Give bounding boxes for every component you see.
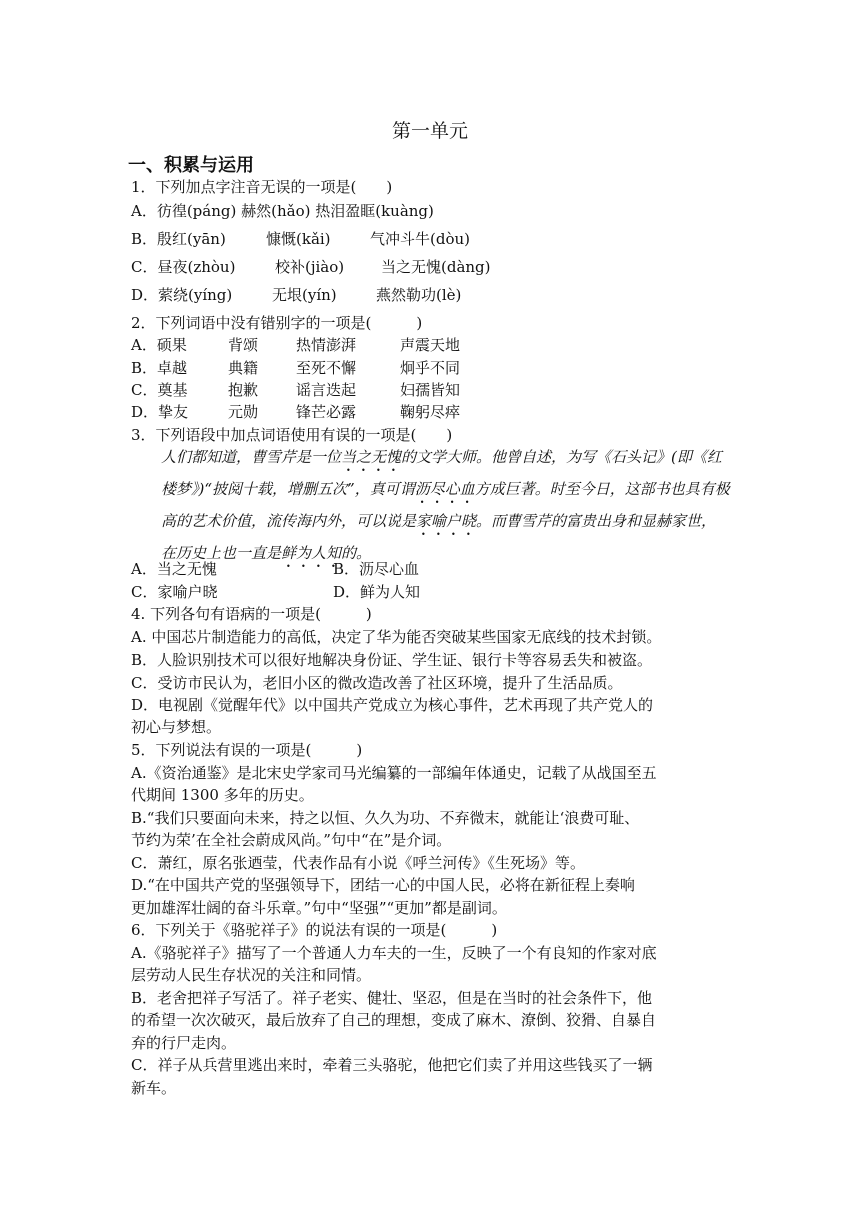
q4-option-a: A. 中国芯片制造能力的高低，决定了华为能否突破某些国家无底线的技术封锁。 (131, 628, 662, 646)
q2-option-a-word3: 热情澎湃 (296, 336, 357, 354)
q6-option-b-line2: 的希望一次次破灭，最后放弃了自己的理想，变成了麻木、潦倒、狡猾、自暴自 (131, 1011, 657, 1029)
q2-option-c-word4: 妇孺皆知 (400, 381, 461, 399)
q3-passage-text-5: 的。 (341, 544, 372, 562)
q3-passage-text-3: 方成巨著。时至今日，这部书也具有极高的艺术价值，流传海内外，可以说是 (161, 480, 730, 530)
q5-stem: 5．下列说法有误的一项是( ) (131, 741, 363, 759)
q1-stem: 1．下列加点字注音无误的一项是( ) (131, 178, 393, 196)
q5-option-a-line1: A.《资治通鉴》是北宋史学家司马光编纂的一部编年体通史，记载了从战国至五 (131, 764, 657, 782)
q2-option-b-word3: 至死不懈 (296, 359, 357, 377)
q3-dotted-term-d: 鲜为人知 (281, 544, 342, 562)
q1-option-c-word2: 校补(jiào) (275, 258, 345, 276)
q4-option-d-line2: 初心与梦想。 (131, 718, 222, 736)
q3-option-d: D．鲜为人知 (333, 583, 421, 601)
page-title: 第一单元 (391, 120, 468, 142)
q6-option-a-line2: 层劳动人民生存状况的关注和同情。 (131, 966, 372, 984)
q2-option-d-word4: 鞠躬尽瘁 (400, 403, 461, 421)
q5-option-c: C．萧红，原名张迺莹，代表作品有小说《呼兰河传》《生死场》等。 (131, 854, 585, 872)
q6-option-c-line1: C．祥子从兵营里逃出来时，牵着三头骆驼，他把它们卖了并用这些钱买了一辆 (131, 1056, 653, 1074)
q3-option-a: A．当之无愧 (131, 560, 217, 578)
q3-dotted-term-a: 当之无愧 (341, 448, 402, 466)
q2-option-d-word3: 锋芒必露 (296, 403, 357, 421)
q2-option-d-word2: 元勋 (228, 403, 259, 421)
q3-passage-text-2: 的文学大师。他曾自述，为写《石头记》(即《红楼梦》)“披阅十载，增删五次”，真可谓 (161, 448, 722, 498)
q1-option-c-word1: C．昼夜(zhòu) (131, 258, 236, 276)
q5-option-a-line2: 代期间 1300 多年的历史。 (131, 786, 314, 804)
q1-option-b-word3: 气冲斗牛(dòu) (370, 230, 470, 248)
q5-option-b-line2: 节约为荣’在全社会蔚成风尚。”句中“在”是介词。 (131, 831, 452, 849)
q1-option-d-word3: 燕然勒功(lè) (376, 286, 462, 304)
q5-option-d-line1: D.“在中国共产党的坚强领导下，团结一心的中国人民，必将在新征程上奏响 (131, 876, 635, 894)
q1-option-a: A．彷徨(páng) 赫然(hǎo) 热泪盈眶(kuàng) (131, 202, 434, 220)
q2-option-d-word1: D．挚友 (131, 403, 189, 421)
q2-stem: 2．下列词语中没有错别字的一项是( ) (131, 314, 423, 332)
q1-option-d-word1: D．萦绕(yíng) (131, 286, 233, 304)
q5-option-d-line2: 更加雄浑壮阔的奋斗乐章。”句中“坚强”“更加”都是副词。 (131, 899, 507, 917)
q2-option-c-word3: 谣言迭起 (296, 381, 357, 399)
q3-dotted-term-c: 家喻户晓 (416, 512, 477, 530)
q2-option-c-word2: 抱歉 (228, 381, 259, 399)
q6-option-c-line2: 新车。 (131, 1079, 177, 1097)
q3-option-b: B．沥尽心血 (333, 560, 420, 578)
q4-stem: 4. 下列各句有语病的一项是( ) (131, 605, 372, 623)
q2-option-b-word4: 炯乎不同 (400, 359, 461, 377)
section-heading: 一、积累与运用 (128, 155, 254, 176)
q1-option-d-word2: 无垠(yín) (272, 286, 337, 304)
q6-option-a-line1: A.《骆驼祥子》描写了一个普通人力车夫的一生，反映了一个有良知的作家对底 (131, 944, 657, 962)
q3-passage (131, 443, 731, 571)
q3-option-c: C．家喻户晓 (131, 583, 218, 601)
q2-option-c-word1: C．奠基 (131, 381, 188, 399)
q2-option-a-word1: A．硕果 (131, 336, 187, 354)
q3-stem: 3．下列语段中加点词语使用有误的一项是( ) (131, 426, 453, 444)
q4-option-c: C．受访市民认为，老旧小区的微改造改善了社区环境，提升了生活品质。 (131, 674, 623, 692)
q6-option-b-line3: 弃的行尸走肉。 (131, 1034, 237, 1052)
q6-stem: 6．下列关于《骆驼祥子》的说法有误的一项是( ) (131, 921, 498, 939)
q1-option-b-word2: 慷慨(kǎi) (266, 230, 331, 248)
q2-option-b-word2: 典籍 (228, 359, 259, 377)
q4-option-d-line1: D．电视剧《觉醒年代》以中国共产党成立为核心事件，艺术再现了共产党人的 (131, 696, 654, 714)
q3-passage-text-4: 。而曹雪芹的富贵出身和显赫家世，在历史上也一直是 (161, 512, 717, 562)
q3-passage-text-1: 人们都知道，曹雪芹是一位 (161, 448, 342, 466)
q1-option-b-word1: B．殷红(yān) (131, 230, 226, 248)
q4-option-b: B．人脸识别技术可以很好地解决身份证、学生证、银行卡等容易丢失和被盗。 (131, 651, 653, 669)
q5-option-b-line1: B.“我们只要面向未来，持之以恒、久久为功、不弃微末，就能让‘浪费可耻、 (131, 809, 640, 827)
q2-option-a-word4: 声震天地 (400, 336, 461, 354)
q6-option-b-line1: B．老舍把祥子写活了。祥子老实、健壮、坚忍，但是在当时的社会条件下，他 (131, 989, 653, 1007)
q2-option-b-word1: B．卓越 (131, 359, 188, 377)
q2-option-a-word2: 背颂 (228, 336, 259, 354)
q1-option-c-word3: 当之无愧(dàng) (381, 258, 491, 276)
q3-dotted-term-b: 沥尽心血 (414, 480, 475, 498)
